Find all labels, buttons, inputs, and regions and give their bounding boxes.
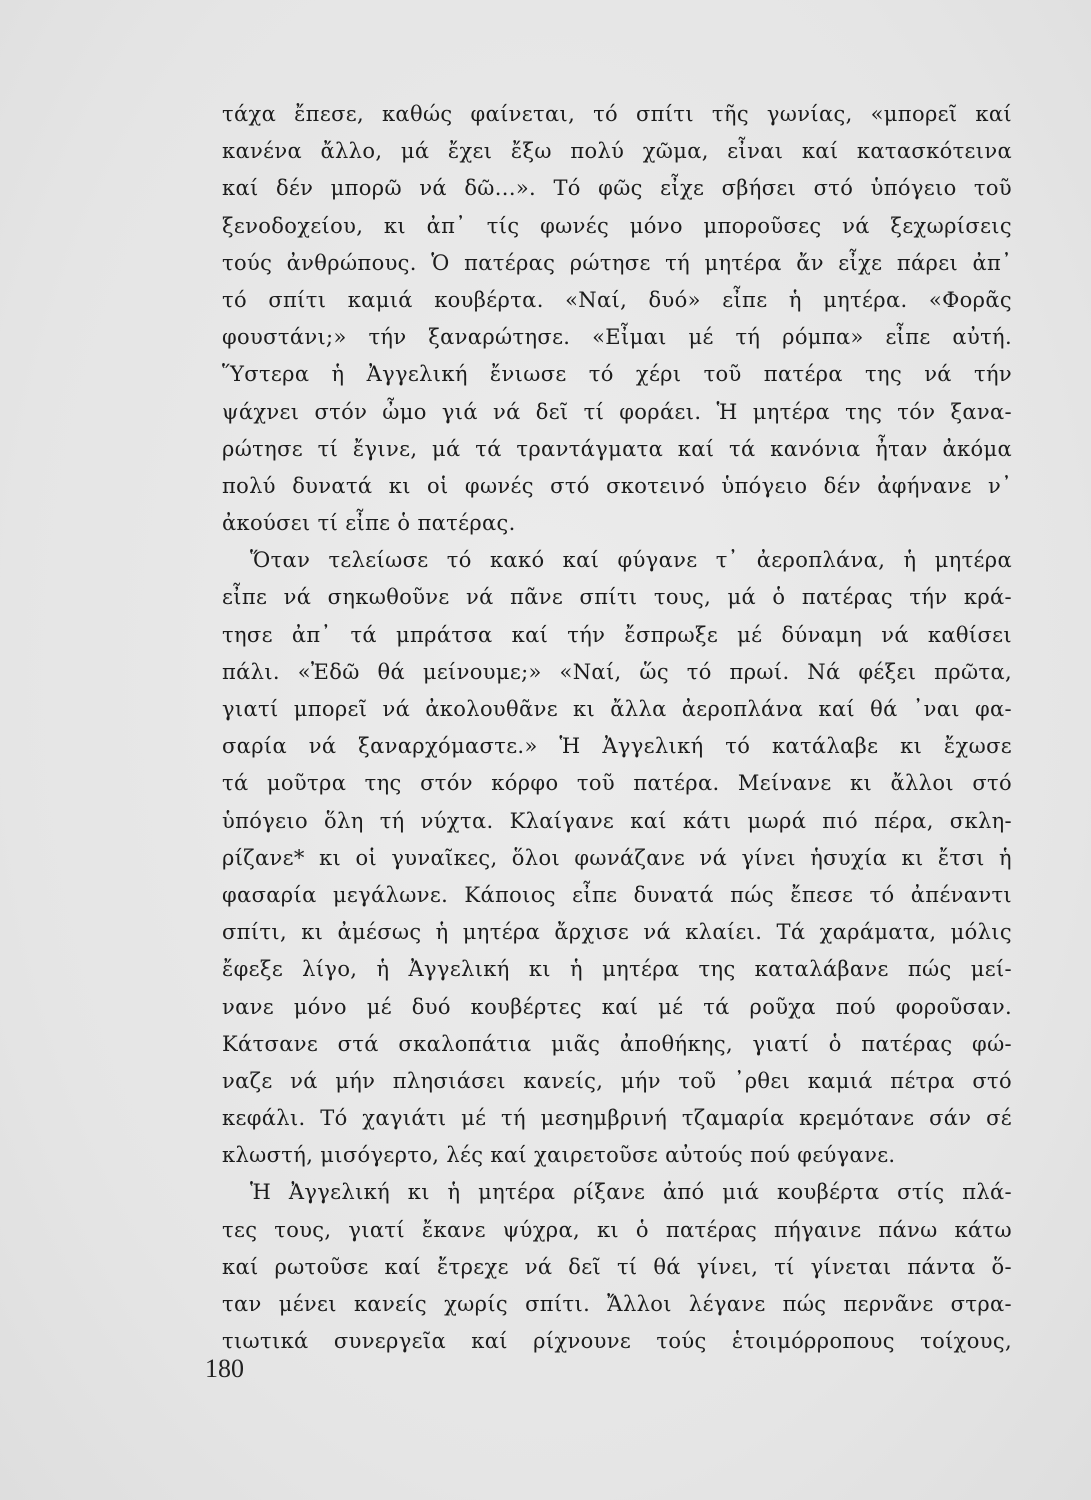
text-line: ρώτησε τί ἔγινε, μά τά τραντάγματα καί τά κανόνια ἦταν ἀκόμα [222, 436, 1012, 461]
text-line: φουστάνι;» τήν ξαναρώτησε. «Εἶμαι μέ τή ρόμπα» εἶπε αὐτή. [222, 325, 1012, 350]
text-line: ἀκούσει τί εἶπε ὁ πατέρας. [222, 511, 516, 536]
text-line: καί ρωτοῦσε καί ἔτρεχε νά δεῖ τί θά γίνει, τί γίνεται πάντα ὅ- [222, 1254, 1012, 1279]
body-text [222, 96, 1012, 1360]
text-line: τες τους, γιατί ἔκανε ψύχρα, κι ὁ πατέρας πήγαινε πάνω κάτω [222, 1217, 1012, 1242]
text-line: Ὕστερα ἡ Ἀγγελική ἔνιωσε τό χέρι τοῦ πατέρα της νά τήν [222, 362, 1012, 387]
text-line: φασαρία μεγάλωνε. Κάποιος εἶπε δυνατά πώς ἔπεσε τό ἀπέναντι [222, 882, 1012, 907]
text-line: Ὅταν τελείωσε τό κακό καί φύγανε τ᾽ ἀεροπλάνα, ἡ μητέρα [250, 548, 1012, 573]
text-line: τησε ἀπ᾽ τά μπράτσα καί τήν ἔσπρωξε μέ δύναμη νά καθίσει [222, 622, 1012, 647]
text-line: ὑπόγειο ὅλη τή νύχτα. Κλαίγανε καί κάτι μωρά πιό πέρα, σκλη- [222, 808, 1012, 833]
text-line: ἔφεξε λίγο, ἡ Ἀγγελική κι ἡ μητέρα της καταλάβανε πώς μεί- [222, 957, 1012, 982]
text-line: κεφάλι. Τό χαγιάτι μέ τή μεσημβρινή τζαμαρία κρεμότανε σάν σέ [222, 1106, 1012, 1131]
text-line: γιατί μπορεῖ νά ἀκολουθᾶνε κι ἄλλα ἀεροπλάνα καί θά ᾽ναι φα- [222, 697, 1012, 721]
text-line: ταν μένει κανείς χωρίς σπίτι. Ἄλλοι λέγανε πώς περνᾶνε στρα- [222, 1292, 1012, 1316]
text-line: σαρία νά ξαναρχόμαστε.» Ἡ Ἀγγελική τό κατάλαβε κι ἔχωσε [222, 734, 1012, 759]
text-line: πάλι. «Ἐδῶ θά μείνουμε;» «Ναί, ὥς τό πρωί. Νά φέξει πρῶτα, [222, 659, 1012, 684]
text-line: τά μοῦτρα της στόν κόρφο τοῦ πατέρα. Μείνανε κι ἄλλοι στό [222, 771, 1012, 796]
text-line: ψάχνει στόν ὦμο γιά νά δεῖ τί φοράει. Ἡ μητέρα της τόν ξανα- [222, 399, 1012, 424]
text-line: τούς ἀνθρώπους. Ὁ πατέρας ρώτησε τή μητέρα ἄν εἶχε πάρει ἀπ᾽ [222, 250, 1012, 275]
text-line: πολύ δυνατά κι οἱ φωνές στό σκοτεινό ὑπόγειο δέν ἀφήνανε ν᾽ [222, 473, 1012, 498]
text-line: εἶπε νά σηκωθοῦνε νά πᾶνε σπίτι τους, μά ὁ πατέρας τήν κρά- [222, 585, 1012, 610]
text-line: κλωστή, μισόγερτο, λές καί χαιρετοῦσε αὐτούς πού φεύγανε. [222, 1143, 896, 1168]
text-line: Ἡ Ἀγγελική κι ἡ μητέρα ρίξανε ἀπό μιά κουβέρτα στίς πλά- [250, 1180, 1012, 1205]
text-line: ρίζανε* κι οἱ γυναῖκες, ὅλοι φωνάζανε νά γίνει ἡσυχία κι ἔτσι ἡ [222, 845, 1012, 870]
text-line: Κάτσανε στά σκαλοπάτια μιᾶς ἀποθήκης, γιατί ὁ πατέρας φώ- [222, 1031, 1012, 1056]
text-line: ξενοδοχείου, κι ἀπ᾽ τίς φωνές μόνο μποροῦσες νά ξεχωρίσεις [222, 213, 1012, 238]
text-line: τιωτικά συνεργεῖα καί ρίχνουνε τούς ἑτοιμόρροπους τοίχους, [222, 1329, 1012, 1354]
text-line: κανένα ἄλλο, μά ἔχει ἔξω πολύ χῶμα, εἶναι καί κατασκότεινα [222, 139, 1012, 164]
text-line: καί δέν μπορῶ νά δῶ...». Τό φῶς εἶχε σβήσει στό ὑπόγειο τοῦ [222, 176, 1012, 201]
text-line: ναζε νά μήν πλησιάσει κανείς, μήν τοῦ ᾽ρθει καμιά πέτρα στό [222, 1068, 1012, 1093]
text-line: νανε μόνο μέ δυό κουβέρτες καί μέ τά ροῦχα πού φοροῦσαν. [222, 994, 1012, 1019]
text-line: τάχα ἔπεσε, καθώς φαίνεται, τό σπίτι τῆς γωνίας, «μπορεῖ καί [222, 102, 1012, 126]
text-line: σπίτι, κι ἀμέσως ἡ μητέρα ἄρχισε νά κλαίει. Τά χαράματα, μόλις [222, 920, 1012, 945]
text-line: τό σπίτι καμιά κουβέρτα. «Ναί, δυό» εἶπε ἡ μητέρα. «Φορᾶς [222, 287, 1012, 312]
page-number: 180 [205, 1354, 244, 1383]
